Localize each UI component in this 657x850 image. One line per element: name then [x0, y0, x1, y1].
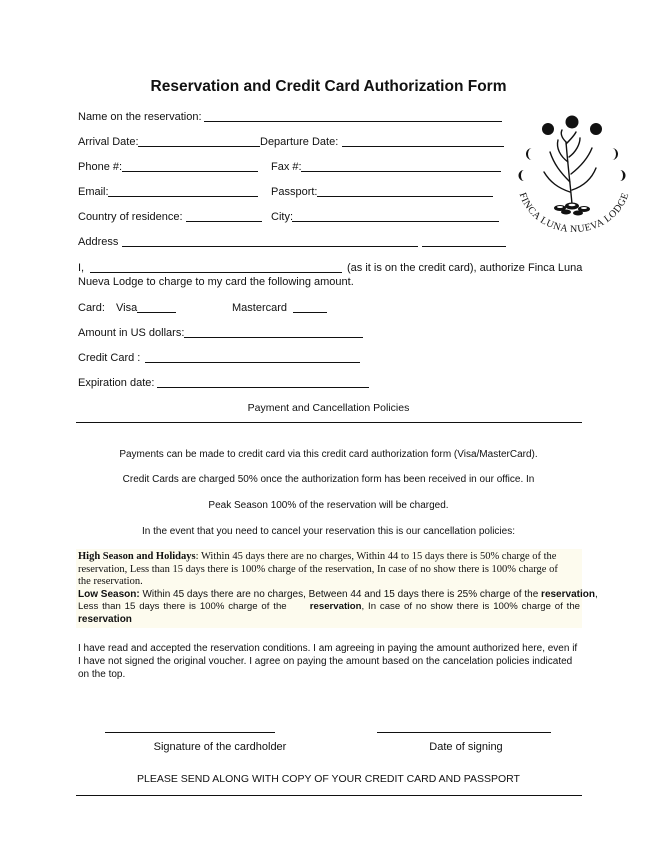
credit-card-field[interactable]: [145, 362, 360, 363]
address-field-2[interactable]: [422, 246, 506, 247]
mastercard-field[interactable]: [293, 312, 327, 313]
card-label: Card:: [78, 302, 105, 314]
expiration-field[interactable]: [157, 387, 369, 388]
address-label: Address: [78, 236, 119, 248]
low-season-label: Low Season:: [78, 588, 140, 600]
finca-luna-logo: [510, 112, 640, 237]
high-season-text-a: : Within 45 days there are no charges, Within 44 to 15 days there is 50% charge of the: [195, 551, 557, 562]
email-field[interactable]: [108, 196, 258, 197]
footer-note: PLEASE SEND ALONG WITH COPY OF YOUR CREDIT CARD AND PASSPORT: [137, 773, 520, 785]
phone-label: Phone #:: [78, 161, 123, 173]
arrival-field[interactable]: [138, 146, 260, 147]
name-label: Name on the reservation:: [78, 111, 202, 123]
fax-label: Fax #:: [271, 161, 302, 173]
address-field[interactable]: [122, 246, 418, 247]
form-title: Reservation and Credit Card Authorization Form: [150, 78, 507, 95]
low-season-text-b2: , In case of no show there is 100% charge of the: [361, 601, 580, 612]
low-season-text-b: Less than 15 days there is 100% charge of the: [78, 601, 291, 612]
cancellation-policy-block: [76, 549, 598, 628]
cardholder-signature-field[interactable]: [105, 732, 275, 733]
authorize-line2: Nueva Lodge to charge to my card the following amount.: [78, 276, 354, 288]
low-season-text-a: Within 45 days there are no charges, Between 44 and 15 days there is 25% charge of the: [139, 588, 542, 600]
date-signing-label: Date of signing: [429, 741, 503, 753]
expiration-label: Expiration date:: [78, 377, 155, 389]
fax-field[interactable]: [301, 171, 501, 172]
date-signing-field[interactable]: [377, 732, 551, 733]
signature-cardholder-label: Signature of the cardholder: [153, 741, 287, 753]
high-season-text-b: reservation, Less than 15 days there is 100% charge of the reservation, In case of no show there is 100% charge of: [78, 563, 558, 575]
departure-field[interactable]: [342, 146, 504, 147]
logo-text: FINCA LUNA NUEVA LODGE: [516, 191, 632, 236]
passport-field[interactable]: [317, 196, 493, 197]
passport-label: Passport:: [271, 186, 318, 198]
divider: [76, 422, 582, 423]
moon-phases-plant-icon: [519, 116, 626, 216]
city-label: City:: [271, 211, 293, 223]
policy-line-1: Payments can be made to credit card via this credit card authorization form (Visa/MasterCard).: [119, 449, 538, 460]
policy-line-3: Peak Season 100% of the reservation will be charged.: [208, 500, 449, 511]
low-season-bold-b: reservation: [309, 601, 362, 612]
credit-card-label: Credit Card :: [78, 352, 141, 364]
visa-field[interactable]: [137, 312, 176, 313]
country-label: Country of residence:: [78, 211, 183, 223]
policy-line-4: In the event that you need to cancel your reservation this is our cancellation policies:: [142, 526, 515, 537]
email-label: Email:: [78, 186, 109, 198]
city-field[interactable]: [292, 221, 499, 222]
authorize-suffix: (as it is on the credit card), authorize Finca Luna: [347, 262, 583, 274]
arrival-label: Arrival Date:: [78, 136, 139, 148]
low-season-bold-c: reservation: [78, 613, 132, 625]
amount-label: Amount in US dollars:: [78, 327, 185, 339]
country-field[interactable]: [186, 221, 262, 222]
cardholder-name-field[interactable]: [90, 272, 342, 273]
amount-field[interactable]: [184, 337, 363, 338]
name-field[interactable]: [204, 121, 502, 122]
authorize-prefix: I,: [78, 262, 85, 274]
agreement-text: I have read and accepted the reservation conditions. I am agreeing in paying the amount authorized here, even if I have not signed the original voucher. I agree on paying the amount based on the cancelation policies indicated on the top.: [78, 643, 578, 680]
footer-divider: [76, 795, 582, 796]
low-season-bold-a: reservation: [541, 588, 595, 600]
policy-line-2: Credit Cards are charged 50% once the authorization form has been received in our office. In: [122, 474, 535, 485]
high-season-label: High Season and Holidays: [78, 551, 196, 562]
visa-label: Visa: [116, 302, 138, 314]
phone-field[interactable]: [122, 171, 258, 172]
low-season-text-a2: ,: [594, 588, 598, 600]
mastercard-label: Mastercard: [232, 302, 288, 314]
departure-label: Departure Date:: [260, 136, 339, 148]
high-season-text-c: the reservation.: [78, 576, 143, 587]
policies-heading: Payment and Cancellation Policies: [247, 402, 410, 414]
